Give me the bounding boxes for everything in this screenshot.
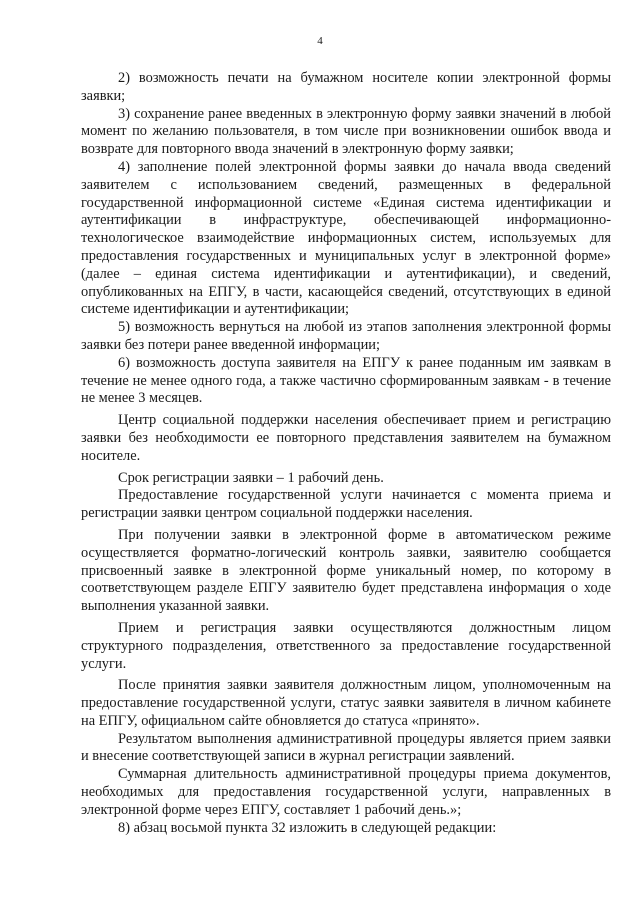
paragraph-item-8-amendment: 8) абзац восьмой пункта 32 изложить в следующей редакции:	[118, 819, 497, 836]
paragraph-acceptance: Прием и регистрация заявки осуществляются должностным лицом структурного подразделения, ответственного за предоставление государственной услуги.	[81, 619, 611, 672]
paragraph-status-update: После принятия заявки заявителя должностным лицом, уполномоченным на предоставление государственной услуги, статус заявки заявителя в личном кабинете на ЕПГУ, официальном сайте обновляется до статуса «принято».	[81, 677, 611, 729]
paragraph-electronic-receipt: При получении заявки в электронной форме в автоматическом режиме осуществляется форматно-логический контроль заявки, заявителю сообщается присвоенный заявке в электронной форме уникальный номер, по которому в соответствующем разделе ЕПГУ заявителю будет представлена информация о ходе выполнения указанной заявки.	[81, 526, 611, 615]
page-number: 4	[317, 35, 323, 47]
paragraph-item-2: 2) возможность печати на бумажном носителе копии электронной формы заявки;	[81, 70, 611, 104]
paragraph-item-4: 4) заполнение полей электронной формы заявки до начала ввода сведений заявителем с использованием сведений, размещенных в федеральной государственной информационной системе «Единая система идентификации и аутентификации в инфраструктуре, обеспечивающей информационно-технологическое взаимодействие информационных систем, используемых для предоставления государственных и муниципальных услуг в электронной форме» (далее – единая система идентификации и аутентификации), и сведений, опубликованных на ЕПГУ, в части, касающейся сведений, отсутствующих в единой системе идентификации и аутентификации;	[81, 158, 611, 318]
paragraph-total-duration: Суммарная длительность административной процедуры приема документов, необходимых для предоставления государственной услуги, направленных в электронной форме через ЕПГУ, составляет 1 рабочий день.»;	[81, 766, 611, 818]
paragraph-center-registration: Центр социальной поддержки населения обеспечивает прием и регистрацию заявки без необходимости ее повторного представления заявителем на бумажном носителе.	[81, 412, 611, 464]
paragraph-service-start: Предоставление государственной услуги начинается с момента приема и регистрации заявки центром социальной поддержки населения.	[81, 487, 611, 522]
paragraph-registration-term: Срок регистрации заявки – 1 рабочий день.	[118, 469, 384, 486]
document-body	[81, 70, 611, 837]
paragraph-item-3: 3) сохранение ранее введенных в электронную форму заявки значений в любой момент по желанию пользователя, в том числе при возникновении ошибок ввода и возврате для повторного ввода значений в электронную форму заявки;	[81, 105, 611, 158]
paragraph-procedure-result: Результатом выполнения административной процедуры является прием заявки и внесение соответствующей записи в журнал регистрации заявлений.	[81, 730, 611, 765]
paragraph-item-6: 6) возможность доступа заявителя на ЕПГУ к ранее поданным им заявкам в течение не менее одного года, а также частично сформированным заявкам - в течение не менее 3 месяцев.	[81, 354, 611, 407]
paragraph-item-5: 5) возможность вернуться на любой из этапов заполнения электронной формы заявки без потери ранее введенной информации;	[81, 319, 611, 353]
